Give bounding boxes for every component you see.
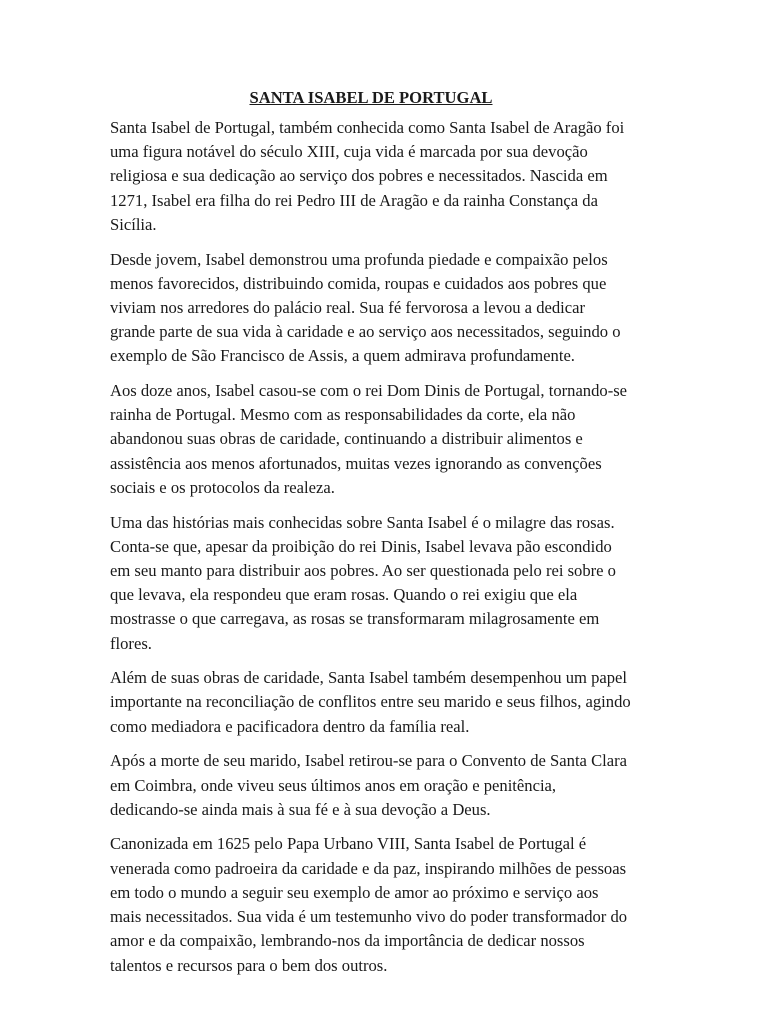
paragraph-7: Canonizada em 1625 pelo Papa Urbano VIII, Santa Isabel de Portugal é venerada como padroeira da caridade e da paz, inspirando milhões de pessoas em todo o mundo a seguir seu exemplo de amor ao próximo e serviço aos mais necessitados. Sua vida é um testemunho vivo do poder transformador do amor e da compaixão, lembrando-nos da importância de dedicar nossos talentos e recursos para o bem dos outros. — [110, 834, 628, 975]
paragraph-3: Aos doze anos, Isabel casou-se com o rei Dom Dinis de Portugal, tornando-se rainha de Portugal. Mesmo com as responsabilidades da corte, ela não abandonou suas obras de caridade, continuando a distribuir alimentos e assistência aos menos afortunados, muitas vezes ignorando as convenções sociais e os protocolos da realeza. — [110, 381, 628, 497]
paragraph-5: Além de suas obras de caridade, Santa Isabel também desempenhou um papel importante na reconciliação de conflitos entre seu marido e seus filhos, agindo como mediadora e pacificadora dentro da família real. — [110, 668, 631, 736]
paragraph-4: Uma das histórias mais conhecidas sobre Santa Isabel é o milagre das rosas. Conta-se que, apesar da proibição do rei Dinis, Isabel levava pão escondido em seu manto para distribuir aos pobres. Ao ser questionada pelo rei sobre o que levava, ela respondeu que eram rosas. Quando o rei exigiu que ela mostrasse o que carregava, as rosas se transformaram milagrosamente em flores. — [110, 512, 616, 653]
document-body — [110, 86, 632, 988]
paragraph-1: Santa Isabel de Portugal, também conhecida como Santa Isabel de Aragão foi uma figura notável do século XIII, cuja vida é marcada por sua devoção religiosa e sua dedicação ao serviço dos pobres e necessitados. Nascida em 1271, Isabel era filha do rei Pedro III de Aragão e da rainha Constança da Sicília. — [110, 118, 625, 234]
paragraph-2: Desde jovem, Isabel demonstrou uma profunda piedade e compaixão pelos menos favorecidos, distribuindo comida, roupas e cuidados aos pobres que viviam nos arredores do palácio real. Sua fé fervorosa a levou a dedicar grande parte de sua vida à caridade e ao serviço aos necessitados, seguindo o exemplo de São Francisco de Assis, a quem admirava profundamente. — [110, 249, 621, 366]
paragraph-6: Após a morte de seu marido, Isabel retirou-se para o Convento de Santa Clara em Coimbra, onde viveu seus últimos anos em oração e penitência, dedicando-se ainda mais à sua fé e à sua devoção a Deus. — [110, 751, 628, 819]
document-title: SANTA ISABEL DE PORTUGAL — [249, 88, 493, 107]
